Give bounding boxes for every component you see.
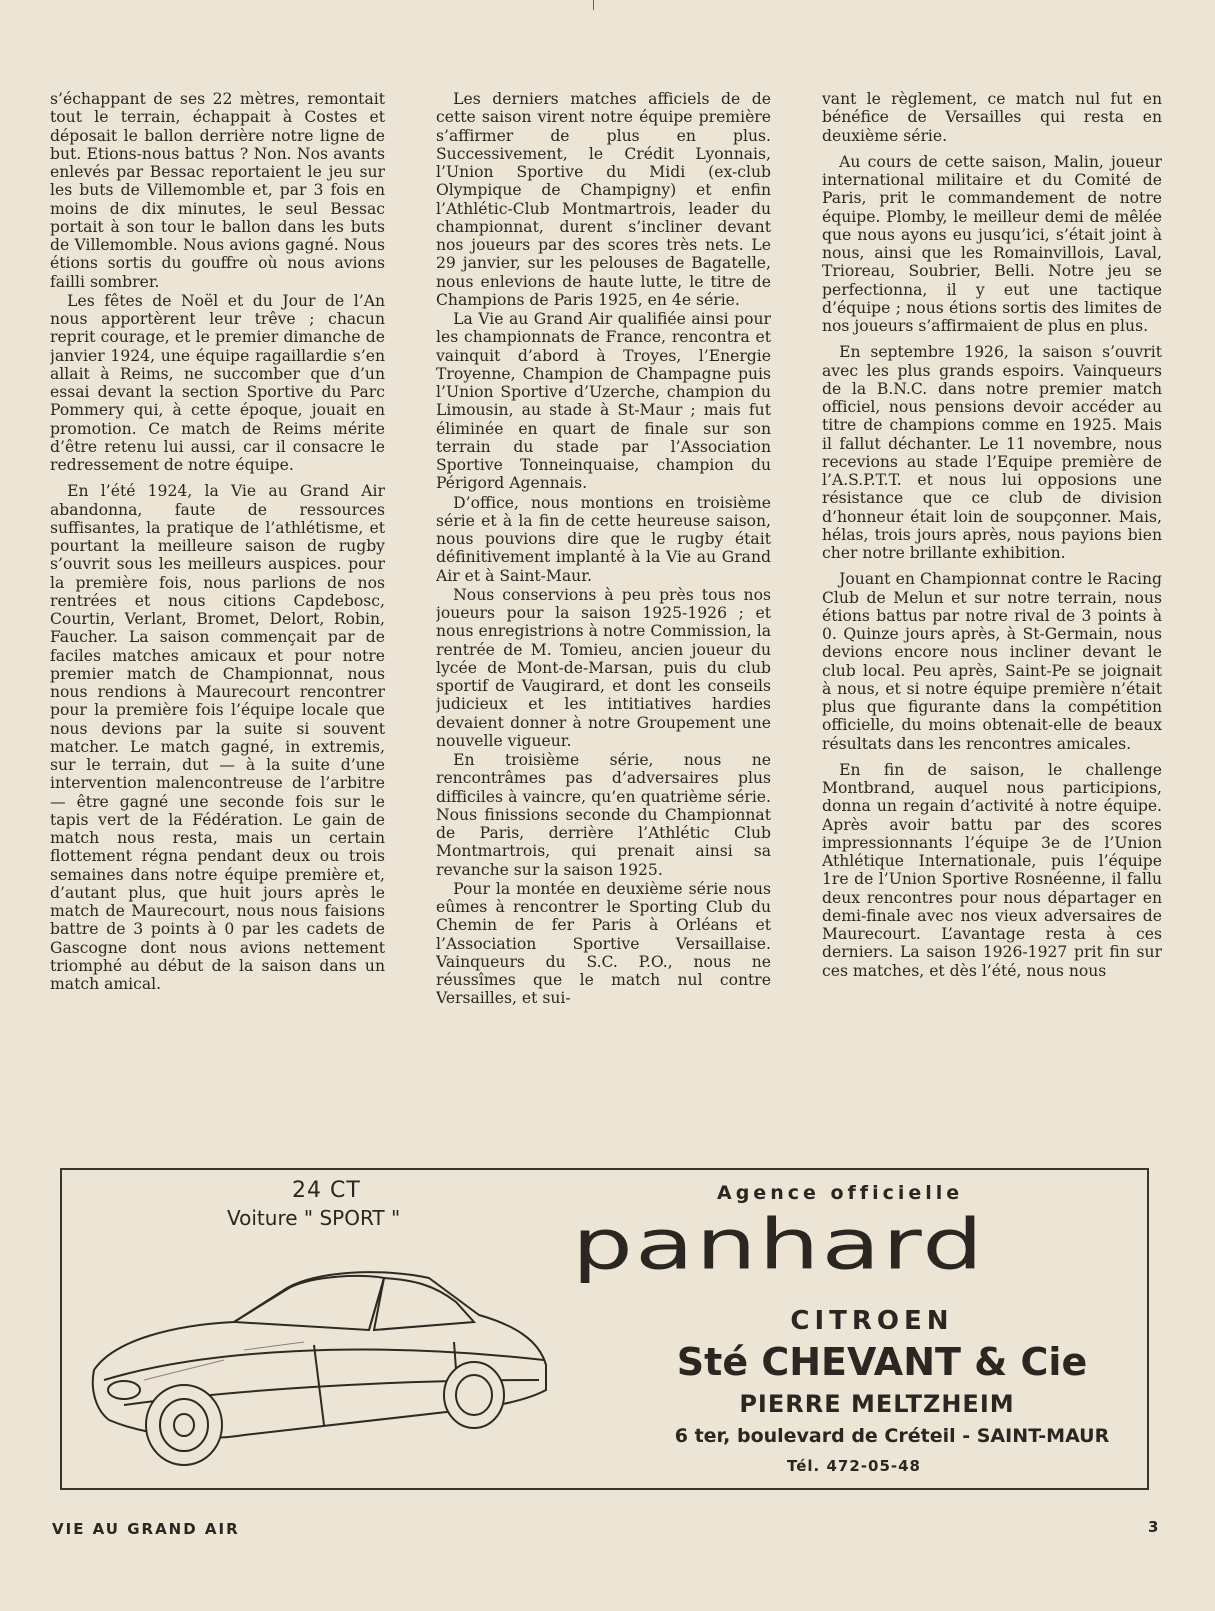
ad-model-type: Voiture " SPORT " — [227, 1206, 401, 1230]
paragraph: La Vie au Grand Air qualifiée ainsi pour les championnats de France, rencontra et vainquit d’abord à Troyes, l’Energie Troyenne, Champion de Champagne puis l’Union Sportive d’Uzerche, champion du Limousin, au stade à St-Maur ; mais fut éliminée en quart de finale sur son terrain du stade par l’Association Sportive Tonneinquaise, champion du Périgord Agennais. — [436, 310, 771, 493]
car-windshield — [234, 1276, 384, 1330]
paragraph: Les fêtes de Noël et du Jour de l’An nous apportèrent leur trêve ; chacun reprit courage, et le premier dimanche de janvier 1924, une équipe ragaillardie s’en allait à Reims, ne succomber que d’un essai devant la section Sportive du Parc Pommery qui, à cette époque, jouait en promotion. Ce match de Reims mérite d’être retenu lui aussi, car il consacre le redressement de notre équipe. — [50, 291, 385, 474]
article-column-1 — [50, 90, 385, 1153]
ad-address: 6 ter, boulevard de Créteil - SAINT-MAUR — [674, 1425, 1110, 1447]
paragraph: En fin de saison, le challenge Montbrand, auquel nous participions, donna un regain d’activité à notre équipe. Après avoir battu par des scores impressionnants l’équipe 3e de l’Union Athlétique Internationale, puis l’équipe 1re de l’Union Sportive Rosnéenne, il fallu deux rencontres pour nous départager en demi-finale avec nos vieux adversaires de Maurecourt. L’avantage resta à ces derniers. La saison 1926-1927 prit fin sur ces matches, et dès l’été, nous nous — [822, 760, 1162, 980]
paragraph: vant le règlement, ce match nul fut en bénéfice de Versailles qui resta en deuxième série. — [822, 90, 1162, 145]
paragraph: D’office, nous montions en troisième série et à la fin de cette heureuse saison, nous pouvions dire que le rugby était définitivement implanté à la Vie au Grand Air et à Saint-Maur. — [436, 493, 771, 585]
paragraph: En l’été 1924, la Vie au Grand Air abandonna, faute de ressources suffisantes, la pratique de l’athlétisme, et pourtant la meilleure saison de rugby s’ouvrit sous les meilleurs auspices. pour la première fois, nous parlions de nos rentrées et nous citions Capdebosc, Courtin, Verlant, Bromet, Delort, Robin, Faucher. La saison commençait par de faciles matches amicaux et pour notre premier match de Championnat, nous nous rendions à Maurecourt rencontrer pour la première fois l’équipe locale que nous devions par la suite si souvent matcher. Le match gagné, in extremis, sur le terrain, dut — à la suite d’une intervention malencontreuse de l’arbitre — être gagné une seconde fois sur le tapis vert de la Fédération. Le gain de match nous resta, mais un certain flottement régna pendant deux ou trois semaines dans notre équipe première et, d’autant plus, que huit jours après le match de Maurecourt, nous nous faisions battre de 3 points à 0 par les cadets de Gascogne dont nous avions nettement triomphé au début de la saison dans un match amical. — [50, 482, 385, 993]
paragraph: Pour la montée en deuxième série nous eûmes à rencontrer le Sporting Club du Chemin de fer Paris à Orléans et l’Association Sportive Versaillaise. Vainqueurs du S.C. P.O., nous ne réussîmes que le match nul contre Versailles, et sui- — [436, 879, 771, 1008]
paragraph: Nous conservions à peu près tous nos joueurs pour la saison 1925-1926 ; et nous enregistrions à notre Commission, la rentrée de M. Tomieu, ancien joueur du lycée de Mont-de-Marsan, puis du club sportif de Vaugirard, et dont les conseils judicieux et les intitiatives hardies devaient donner à notre Groupement une nouvelle vigueur. — [436, 585, 771, 750]
ad-second-brand: CITROEN — [790, 1306, 954, 1336]
ad-brand-logo: panhard — [572, 1204, 985, 1285]
ad-phone: Tél. 472-05-48 — [787, 1457, 921, 1475]
ad-company-name: Sté CHEVANT & Cie — [676, 1340, 1088, 1384]
top-crop-mark — [593, 0, 594, 10]
paragraph: Au cours de cette saison, Malin, joueur international militaire et du Comité de Paris, prit le commandement de notre équipe. Plomby, le meilleur demi de mêlée que nous ayons eu jusqu’ici, s’était joint à nous, ainsi que les Romainvillois, Laval, Trioreau, Soubrier, Belli. Notre jeu se perfectionna, il y eut une tactique d’équipe ; nous étions sortis des limites de nos joueurs s’affirmaient de plus en plus. — [822, 152, 1162, 335]
page-number: 3 — [1148, 1518, 1159, 1536]
ad-person-name: PIERRE MELTZHEIM — [739, 1390, 1015, 1418]
car-front-wheel — [146, 1385, 222, 1465]
article-column-3 — [822, 90, 1162, 1153]
publication-title: VIE AU GRAND AIR — [52, 1520, 240, 1538]
paragraph: Jouant en Championnat contre le Racing Club de Melun et sur notre terrain, nous étions battus par notre rival de 3 points à 0. Quinze jours après, à St-Germain, nous devions encore nous incliner devant le club local. Peu après, Saint-Pe se joignait à nous, et si notre équipe première n’était plus que figurante dans la compétition officielle, du moins obtenait-elle de beaux résultats dans les rencontres amicales. — [822, 570, 1162, 753]
paragraph: En troisième série, nous ne rencontrâmes pas d’adversaires plus difficiles à vaincre, qu’en quatrième série. Nous finissions seconde du Championnat de Paris, derrière l’Athlétic Club Montmartrois, qui prenait ainsi sa revanche sur la saison 1925. — [436, 751, 771, 879]
paragraph: En septembre 1926, la saison s’ouvrit avec les plus grands espoirs. Vainqueurs de la B.N.C. dans notre premier match officiel, nous pensions devoir accéder au titre de champions comme en 1925. Mais il fallut déchanter. Le 11 novembre, nous recevions au stade l’Equipe première de l’A.S.P.T.T. et nous lui opposions une résistance que ce club de division d’honneur était loin de soupçonner. Mais, hélas, trois jours après, nous payions bien cher notre brillante exhibition. — [822, 343, 1162, 562]
ad-model-label: 24 CT — [292, 1178, 361, 1203]
article-column-2 — [436, 90, 771, 1153]
ad-agency-label: Agence officielle — [717, 1182, 964, 1204]
car-illustration — [84, 1230, 554, 1475]
car-rear-wheel — [444, 1362, 504, 1428]
car-side-window — [374, 1278, 474, 1330]
panhard-advertisement — [60, 1168, 1149, 1490]
paragraph: s’échappant de ses 22 mètres, remontait tout le terrain, échappait à Costes et déposait le ballon derrière notre ligne de but. Etions-nous battus ? Non. Nos avants enlevés par Bessac reportaient le jeu sur les buts de Villemomble et, par 3 fois en moins de dix minutes, le seul Bessac portait à son tour le ballon dans les buts de Villemomble. Nous avions gagné. Nous étions sortis du gouffre où nous avions failli sombrer. — [50, 90, 385, 291]
paragraph: Les derniers matches afficiels de de cette saison virent notre équipe première s’affirmer de plus en plus. Successivement, le Crédit Lyonnais, l’Union Sportive du Midi (ex-club Olympique de Champigny) et enfin l’Athlétic-Club Montmartrois, leader du championnat, durent s’incliner devant nos joueurs par des scores très nets. Le 29 janvier, sur les pelouses de Bagatelle, nous enlevions de haute lutte, le titre de Champions de Paris 1925, en 4e série. — [436, 90, 771, 309]
